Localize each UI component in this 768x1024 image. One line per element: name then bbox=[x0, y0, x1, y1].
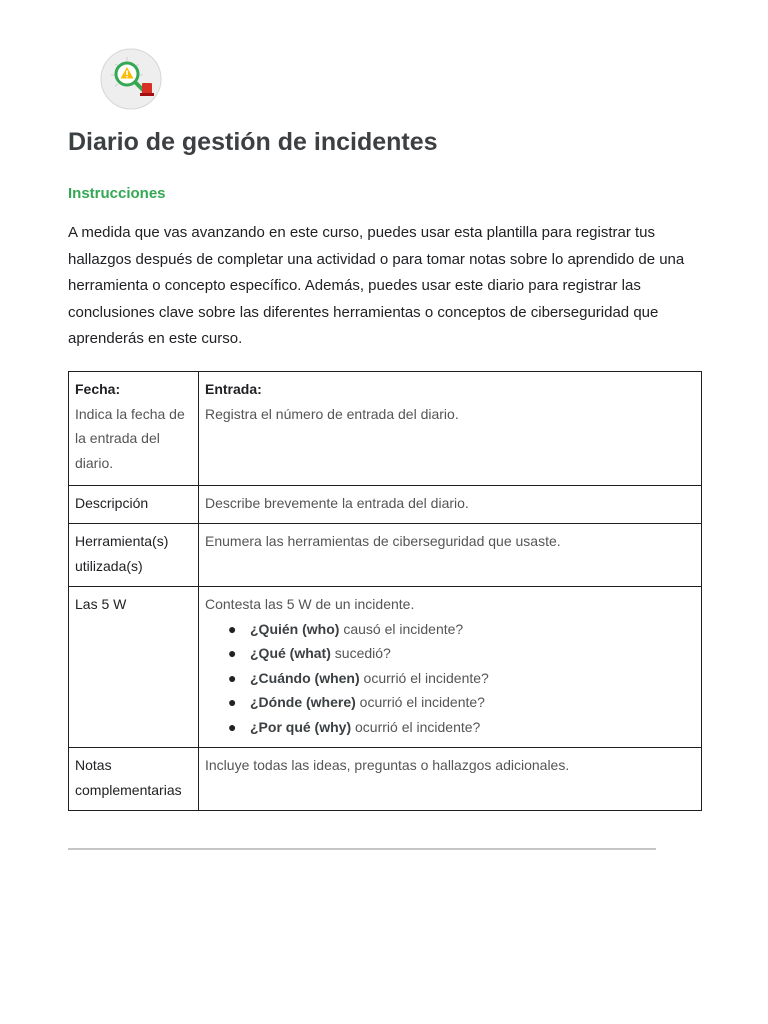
bullet-icon: ● bbox=[228, 694, 237, 710]
page-title: Diario de gestión de incidentes bbox=[68, 128, 438, 156]
list-item: ● ¿Cuándo (when) ocurrió el incidente? bbox=[250, 666, 695, 691]
table-row-five-ws bbox=[69, 587, 702, 748]
entry-hint: Registra el número de entrada del diario. bbox=[205, 405, 459, 422]
list-item: ● ¿Por qué (why) ocurrió el incidente? bbox=[250, 715, 695, 740]
list-item: ● ¿Quién (who) causó el incidente? bbox=[250, 617, 695, 642]
entry-label: Entrada: bbox=[205, 381, 262, 397]
entry-cell[interactable] bbox=[199, 372, 702, 486]
notes-label: Notas complementarias bbox=[69, 748, 199, 811]
instructions-heading: Instrucciones bbox=[68, 185, 166, 202]
instructions-text: A medida que vas avanzando en este curso, puedes usar esta plantilla para registrar tus hallazgos después de completar una actividad o para tomar notas sobre lo aprendido de una herramienta o concepto específico. Además, puedes usar este diario para registrar las conclusiones clave sobre las diferentes herramientas o conceptos de ciberseguridad que aprenderás en este curso. bbox=[68, 224, 685, 347]
tools-label: Herramienta(s) utilizada(s) bbox=[69, 524, 199, 587]
incident-journal-table bbox=[68, 371, 702, 811]
page-divider bbox=[68, 848, 656, 850]
five-ws-intro: Contesta las 5 W de un incidente. bbox=[205, 596, 415, 612]
five-ws-cell[interactable] bbox=[199, 587, 702, 748]
bullet-icon: ● bbox=[228, 620, 237, 637]
list-item: ● ¿Qué (what) sucedió? bbox=[250, 641, 695, 666]
five-ws-label: Las 5 W bbox=[69, 587, 199, 748]
table-row-tools bbox=[69, 524, 702, 587]
bullet-icon: ● bbox=[228, 669, 237, 686]
date-hint: Indica la fecha de la entrada del diario. bbox=[75, 405, 185, 471]
description-label: Descripción bbox=[69, 486, 199, 524]
description-cell[interactable]: Describe brevemente la entrada del diario. bbox=[199, 486, 702, 524]
table-row-date-entry bbox=[69, 372, 702, 486]
five-ws-list bbox=[205, 617, 695, 740]
bullet-icon: ● bbox=[228, 718, 237, 735]
logo bbox=[100, 47, 162, 111]
date-cell[interactable] bbox=[69, 372, 199, 486]
table-row-notes bbox=[69, 748, 702, 811]
tools-cell[interactable]: Enumera las herramientas de ciberseguridad que usaste. bbox=[199, 524, 702, 587]
bullet-icon: ● bbox=[228, 645, 237, 661]
list-item: ● ¿Dónde (where) ocurrió el incidente? bbox=[250, 690, 695, 715]
date-label: Fecha: bbox=[75, 381, 121, 397]
table-row-description bbox=[69, 486, 702, 524]
notes-cell[interactable]: Incluye todas las ideas, preguntas o hallazgos adicionales. bbox=[199, 748, 702, 811]
magnifier-warning-icon bbox=[100, 47, 162, 111]
